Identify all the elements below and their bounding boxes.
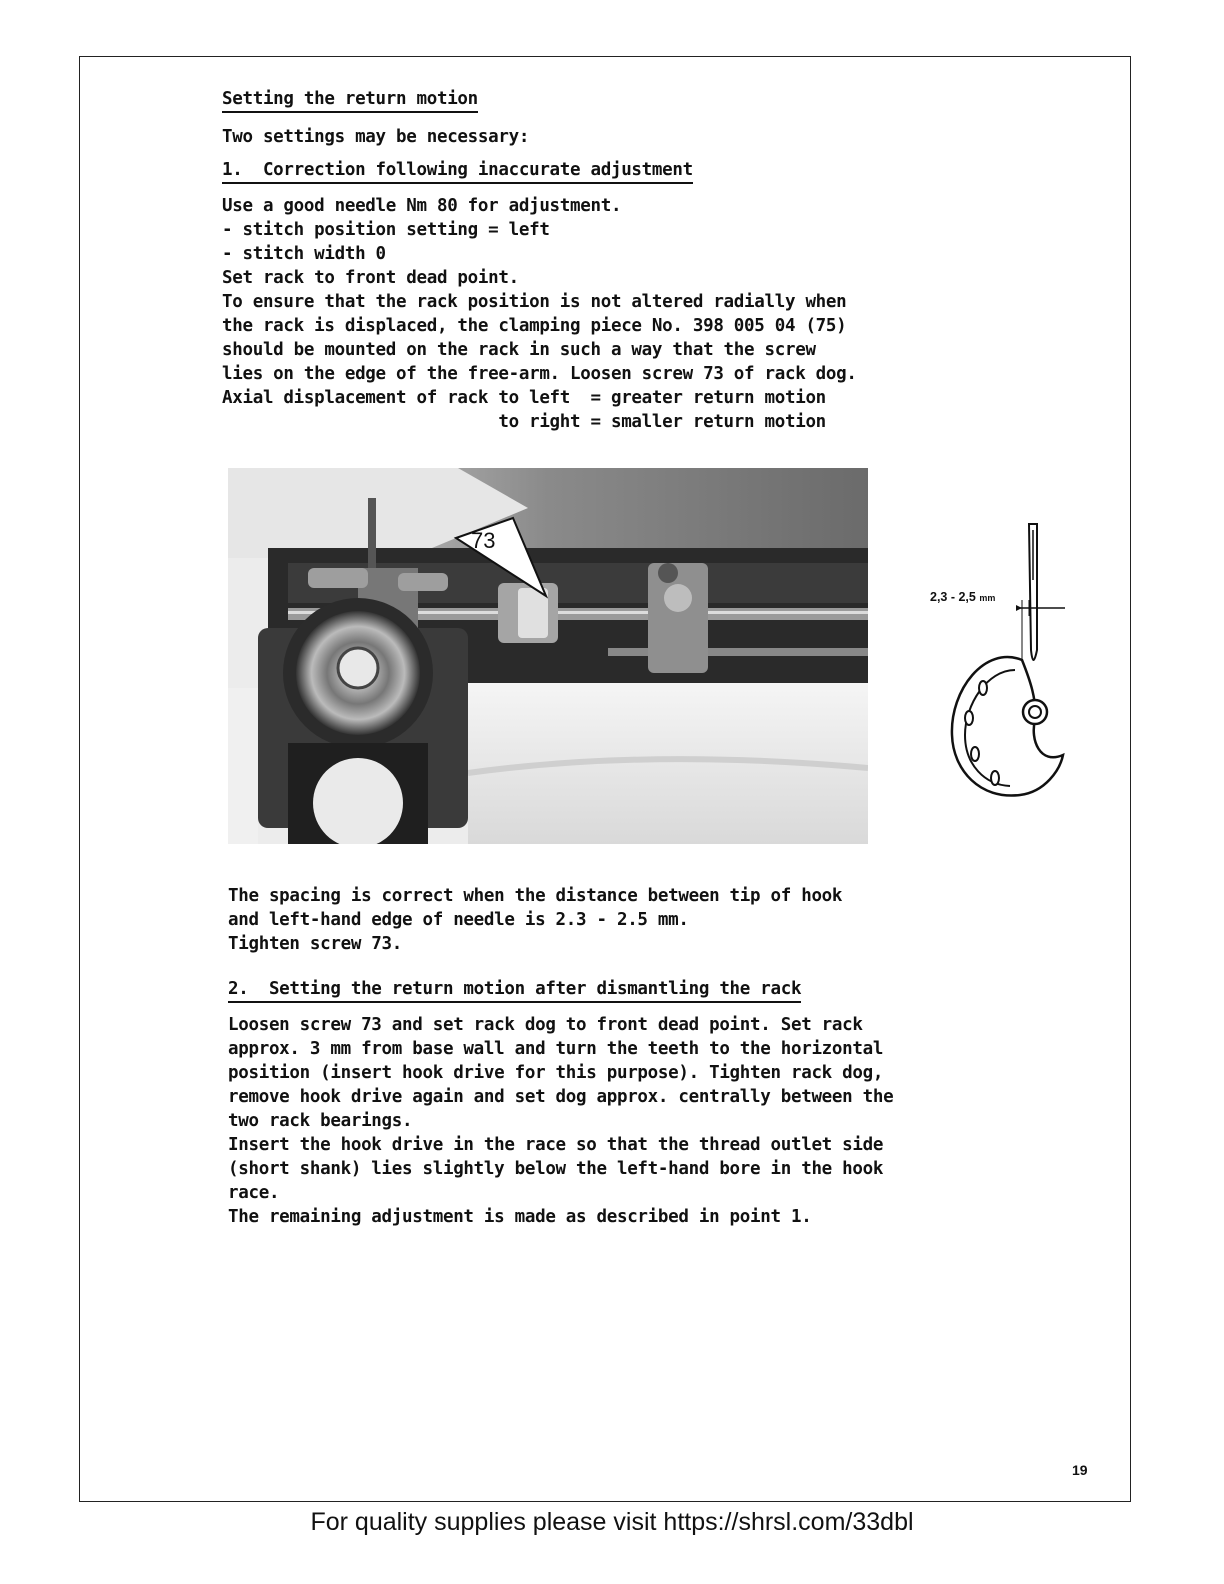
body-line: Tighten screw 73.: [228, 934, 403, 954]
intro-line: Two settings may be necessary:: [222, 127, 530, 147]
machine-photo: [228, 468, 868, 844]
lower-text-block: [228, 884, 988, 1229]
measurement-label: [930, 590, 995, 604]
subsection-1-body: [222, 194, 982, 434]
body-line: (short shank) lies slightly below the left-hand bore in the hook: [228, 1159, 884, 1179]
body-line: - stitch position setting = left: [222, 220, 550, 240]
body-line: Loosen screw 73 and set rack dog to front dead point. Set rack: [228, 1015, 863, 1035]
body-line: - stitch width 0: [222, 244, 386, 264]
section-title: Setting the return motion: [222, 88, 478, 113]
body-line: To ensure that the rack position is not altered radially when: [222, 292, 847, 312]
body-line: position (insert hook drive for this purpose). Tighten rack dog,: [228, 1063, 884, 1083]
subsection-1-heading: 1. Correction following inaccurate adjustment: [222, 159, 693, 184]
body-line: approx. 3 mm from base wall and turn the teeth to the horizontal: [228, 1039, 884, 1059]
body-line: Axial displacement of rack to left = greater return motion: [222, 388, 826, 408]
body-line: The remaining adjustment is made as described in point 1.: [228, 1207, 812, 1227]
page-number: 19: [1072, 1462, 1088, 1478]
body-line: should be mounted on the rack in such a way that the screw: [222, 340, 816, 360]
footer-text: For quality supplies please visit https://shrsl.com/33dbl: [310, 1508, 914, 1536]
body-line: Use a good needle Nm 80 for adjustment.: [222, 196, 622, 216]
body-line: two rack bearings.: [228, 1111, 413, 1131]
callout-label: 73: [471, 528, 496, 553]
body-line: lies on the edge of the free-arm. Loosen screw 73 of rack dog.: [222, 364, 857, 384]
hook-needle-diagram: [925, 520, 1075, 810]
body-line: remove hook drive again and set dog approx. centrally between the: [228, 1087, 894, 1107]
subsection-2-body: [228, 1013, 988, 1229]
upper-text-block: [222, 88, 982, 434]
body-line: The spacing is correct when the distance between tip of hook: [228, 886, 843, 906]
subsection-2-heading: 2. Setting the return motion after dismantling the rack: [228, 978, 801, 1003]
body-line: the rack is displaced, the clamping piece No. 398 005 04 (75): [222, 316, 847, 336]
body-line: Insert the hook drive in the race so that the thread outlet side: [228, 1135, 884, 1155]
body-line: Set rack to front dead point.: [222, 268, 519, 288]
body-line: to right = smaller return motion: [222, 412, 826, 432]
body-line: and left-hand edge of needle is 2.3 - 2.5 mm.: [228, 910, 689, 930]
body-line: race.: [228, 1183, 280, 1203]
measurement-unit: mm: [979, 593, 996, 603]
measurement-value: 2,3 - 2,5: [930, 590, 976, 604]
